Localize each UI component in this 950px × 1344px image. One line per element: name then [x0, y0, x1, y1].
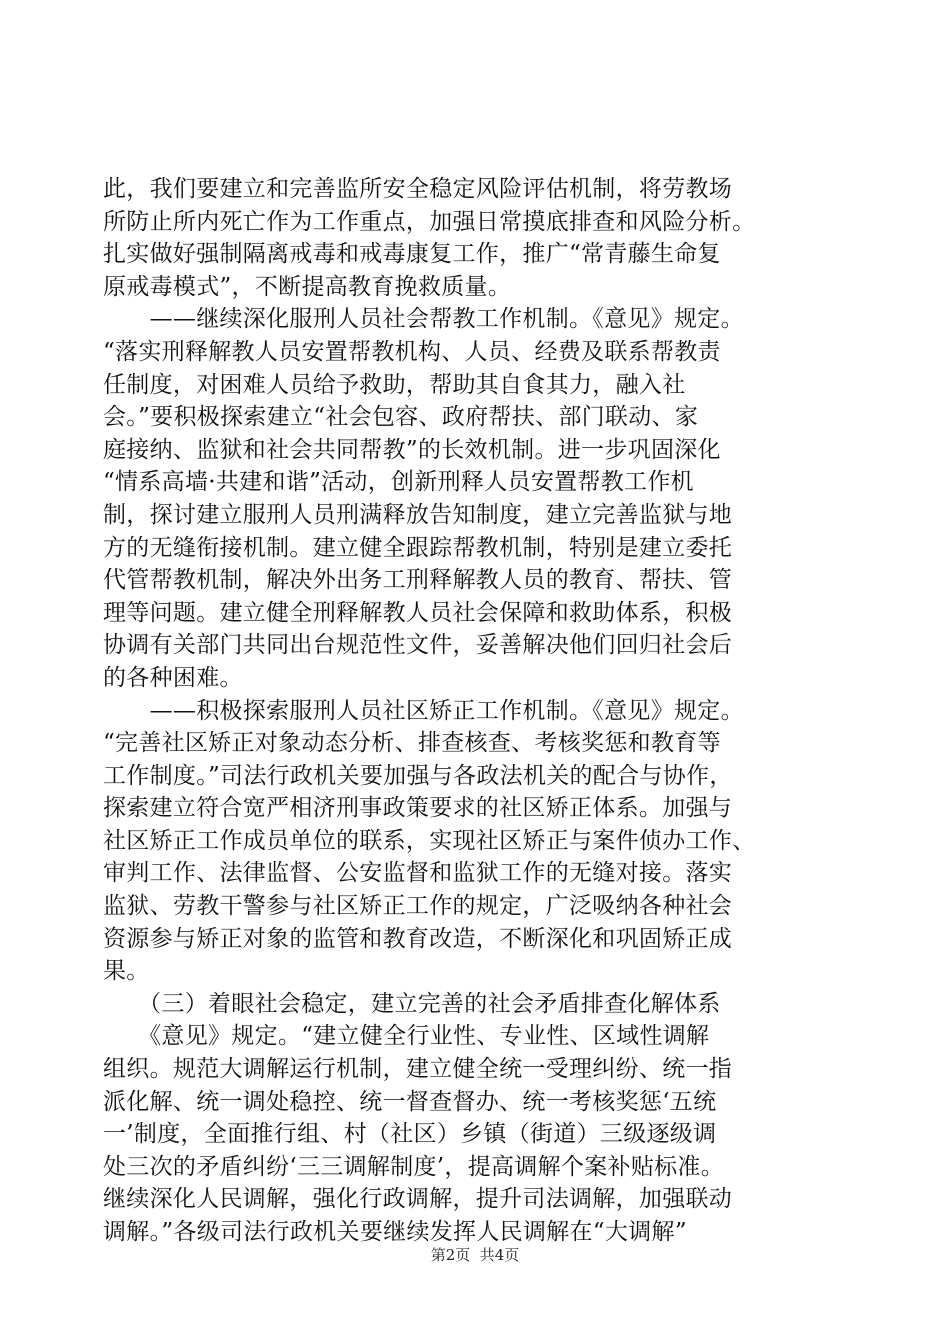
text-line: “落实刑释解教人员安置帮教机构、人员、经费及联系帮教责 — [103, 338, 721, 365]
text-line: 继续深化人民调解，强化行政调解，提升司法调解，加强联动 — [103, 1186, 733, 1213]
text-line: 方的无缝衔接机制。建立健全跟踪帮教机制，特别是建立委托 — [103, 534, 733, 561]
text-line: “情系高墙·共建和谐”活动，创新刑释人员安置帮教工作机 — [103, 469, 694, 496]
text-line: 庭接纳、监狱和社会共同帮教”的长效机制。进一步巩固深化 — [103, 436, 721, 463]
text-line: ——继续深化服刑人员社会帮教工作机制。《意见》规定。 — [103, 306, 744, 333]
text-line: 协调有关部门共同出台规范性文件，妥善解决他们回归社会后 — [103, 632, 733, 659]
text-line: 任制度，对困难人员给予救助，帮助其自食其力，融入社 — [103, 371, 686, 398]
text-line: 调解。”各级司法行政机关要继续发挥人民调解在“大调解” — [103, 1219, 687, 1245]
text-line: 制，探讨建立服刑人员刑满释放告知制度，建立完善监狱与地 — [103, 501, 733, 528]
text-line: 扎实做好强制隔离戒毒和戒毒康复工作，推广“常青藤生命复 — [103, 241, 721, 268]
text-line: 派化解、统一调处稳控、统一督查督办、统一考核奖惩‘五统 — [103, 1088, 717, 1115]
text-line: “完善社区矫正对象动态分析、排查核查、考核奖惩和教育等 — [103, 730, 721, 757]
page-number-footer: 第2页 共4页 — [430, 1246, 520, 1264]
text-line: 代管帮教机制，解决外出务工刑释解教人员的教育、帮扶、管 — [103, 567, 733, 594]
text-line: 的各种困难。 — [103, 664, 243, 691]
text-line: 探索建立符合宽严相济刑事政策要求的社区矫正体系。加强与 — [103, 795, 733, 822]
text-line: 处三次的矛盾纠纷‘三三调解制度’，提高调解个案补贴标准。 — [103, 1153, 725, 1180]
text-line: 会。”要积极探索建立“社会包容、政府帮扶、部门联动、家 — [103, 404, 699, 431]
text-line: 社区矫正工作成员单位的联系，实现社区矫正与案件侦办工作、 — [103, 827, 756, 854]
text-line: 原戒毒模式”，不断提高教育挽救质量。 — [103, 273, 512, 300]
text-line: ——积极探索服刑人员社区矫正工作机制。《意见》规定。 — [103, 697, 744, 724]
text-line: 《意见》规定。“建立健全行业性、专业性、区域性调解 — [103, 1023, 710, 1050]
text-line: 理等问题。建立健全刑释解教人员社会保障和救助体系，积极 — [103, 599, 733, 626]
text-line: 果。 — [103, 958, 150, 985]
document-body — [103, 173, 855, 1249]
text-line: 资源参与矫正对象的监管和教育改造，不断深化和巩固矫正成 — [103, 925, 733, 952]
text-line: 此，我们要建立和完善监所安全稳定风险评估机制，将劳教场 — [103, 176, 733, 202]
text-line: 监狱、劳教干警参与社区矫正工作的规定，广泛吸纳各种社会 — [103, 893, 733, 920]
text-line: 工作制度。”司法行政机关要加强与各政法机关的配合与协作， — [103, 762, 733, 789]
text-line: 一’制度，全面推行组、村（社区）乡镇（街道）三级逐级调 — [103, 1121, 717, 1148]
text-line: 审判工作、法律监督、公安监督和监狱工作的无缝对接。落实 — [103, 860, 733, 887]
text-line: 所防止所内死亡作为工作重点，加强日常摸底排查和风险分析。 — [103, 208, 756, 235]
text-line: 组织。规范大调解运行机制，建立健全统一受理纠纷、统一指 — [103, 1056, 733, 1083]
section-heading: （三）着眼社会稳定，建立完善的社会矛盾排查化解体系 — [103, 990, 721, 1017]
